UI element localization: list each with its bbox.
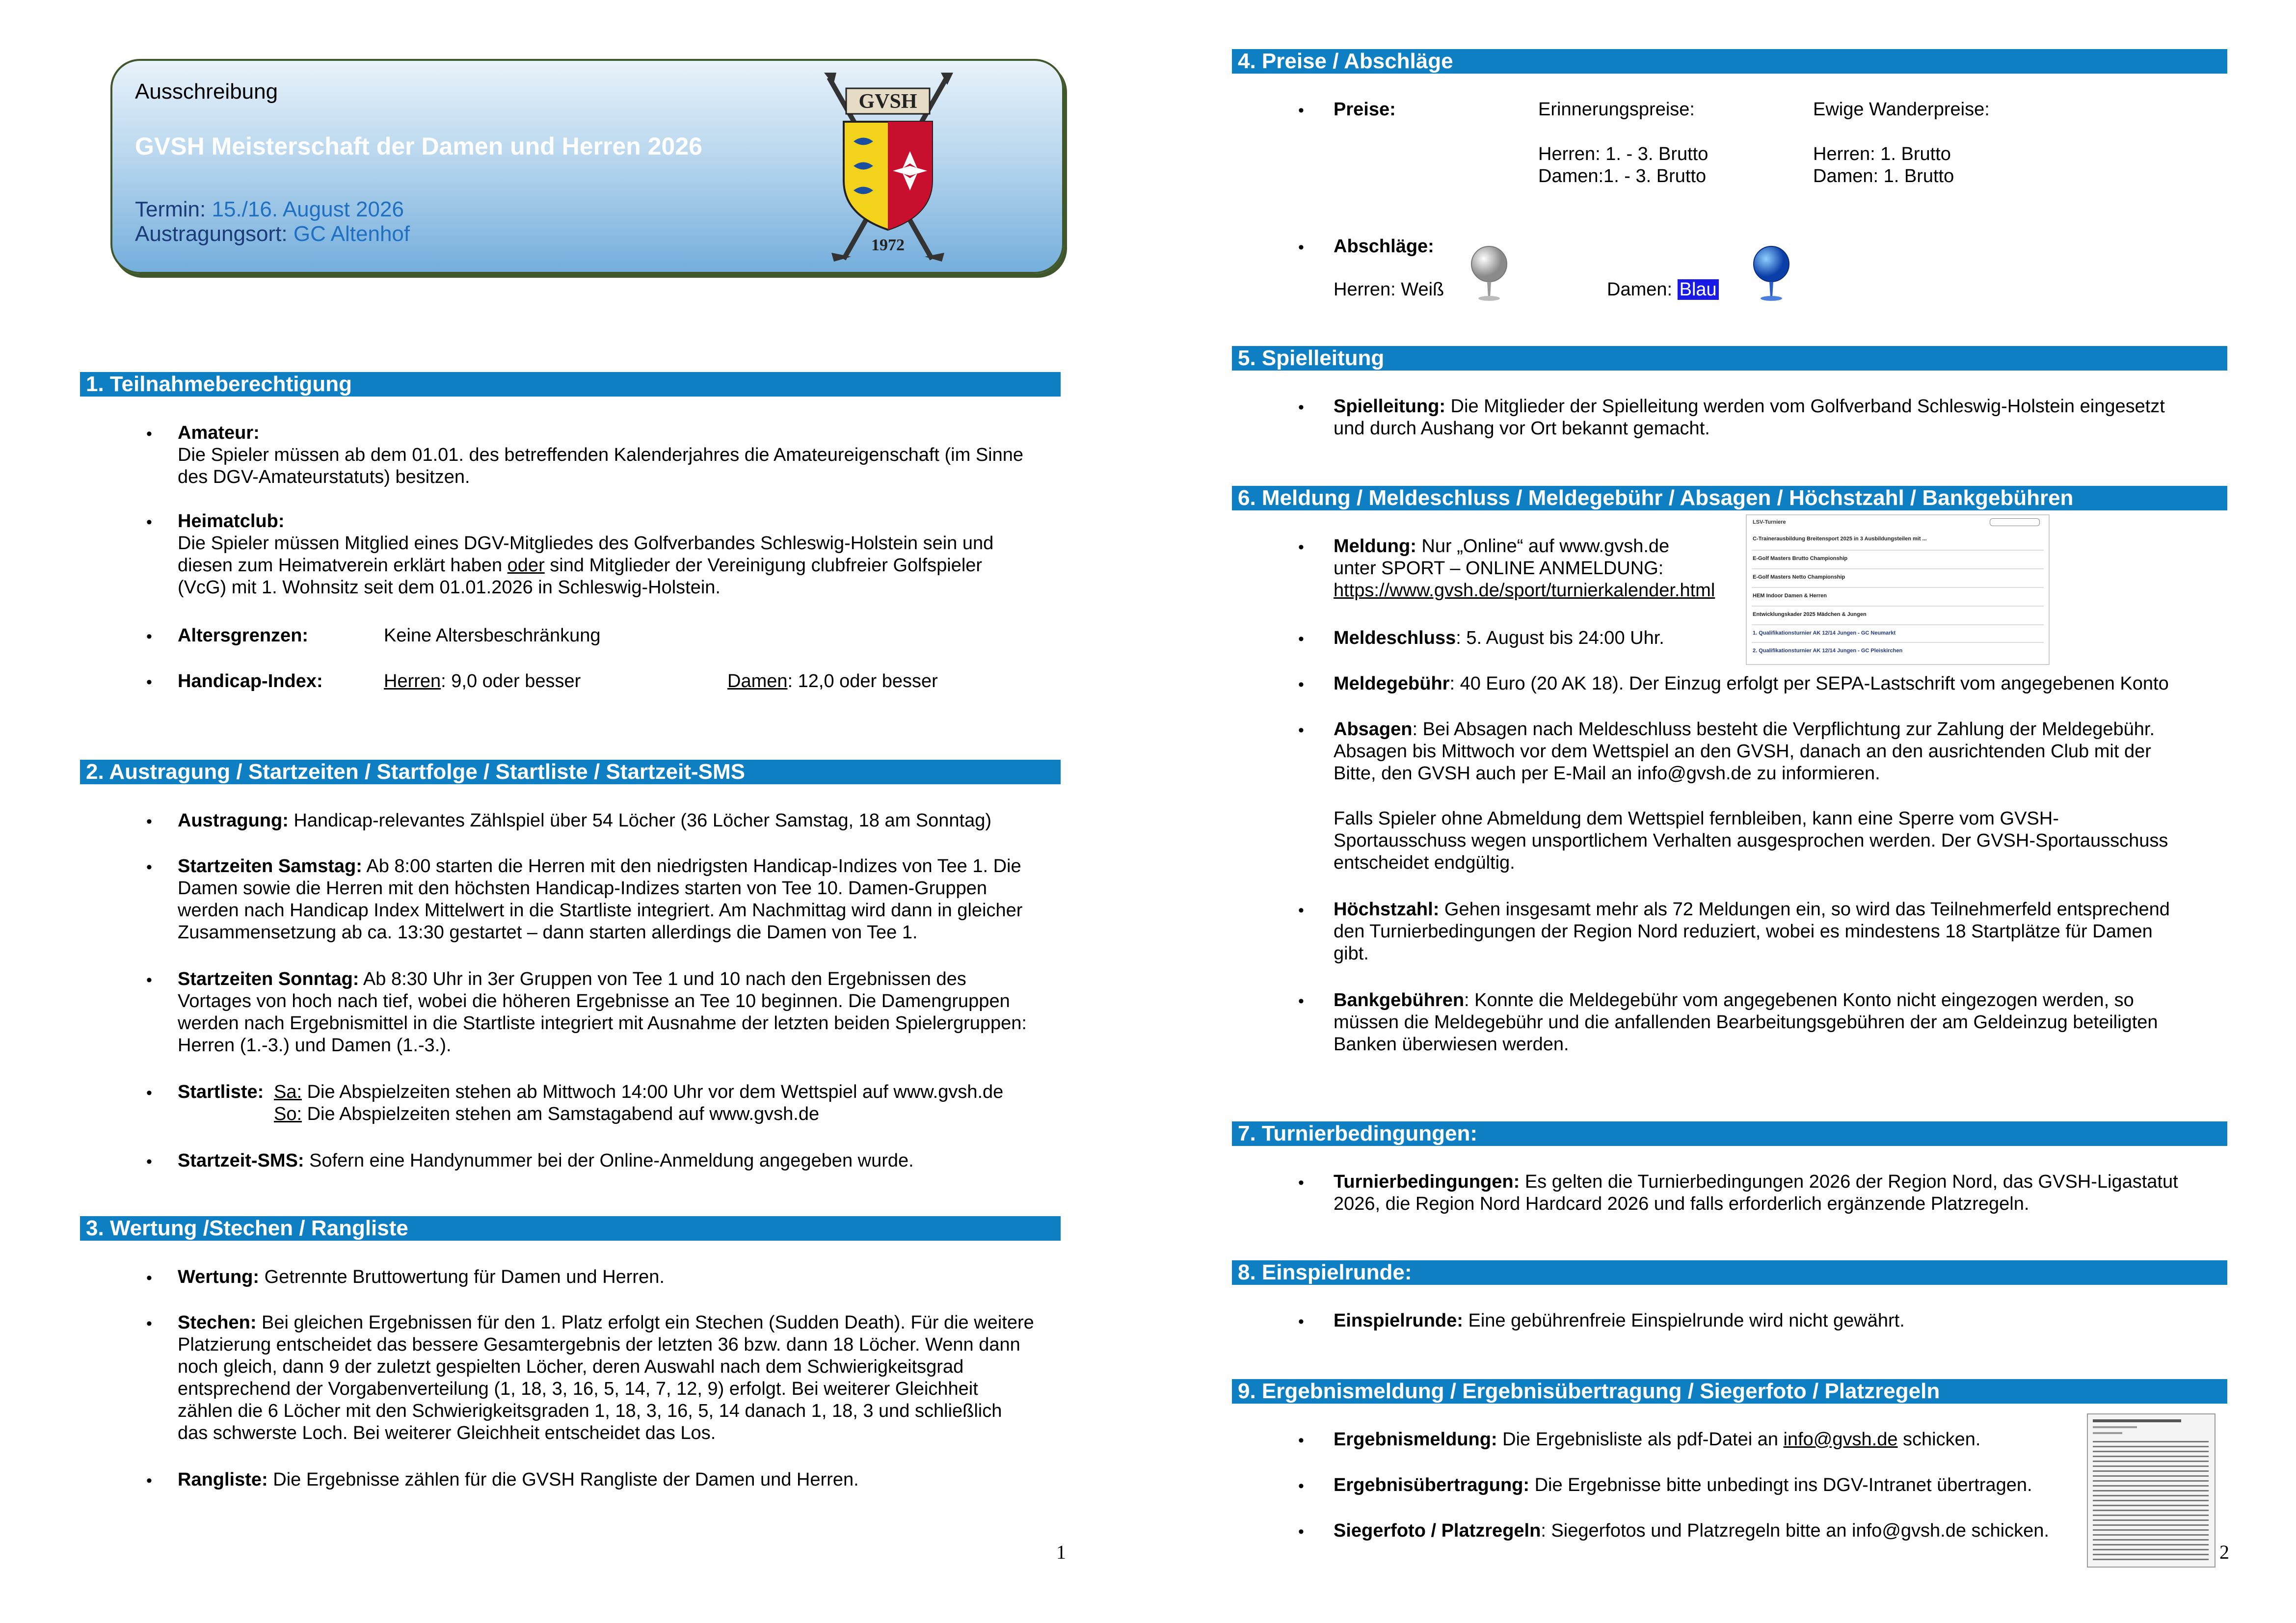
meldeschluss-text: : 5. August bis 24:00 Uhr. — [1456, 628, 1664, 648]
section-5-header: 5. Spielleitung — [1232, 346, 2227, 371]
alter-label: Altersgrenzen: — [178, 625, 309, 646]
bullet-dot: • — [146, 812, 152, 831]
thumb-table — [2093, 1441, 2209, 1561]
page-number-1: 1 — [1056, 1541, 1066, 1563]
wanderpreise-damen: Damen: 1. Brutto — [1813, 166, 1954, 186]
thumb-item: E-Golf Masters Netto Championship — [1753, 574, 1845, 580]
thumb-divider — [1752, 606, 2044, 607]
wanderpreise-herren: Herren: 1. Brutto — [1813, 144, 1951, 164]
thumb-item: 2. Qualifikationsturnier AK 12/14 Jungen - GC Pleiskirchen — [1753, 648, 1903, 654]
absagen-line-1 — [1334, 718, 2155, 741]
section-1-header: 1. Teilnahmeberechtigung — [80, 372, 1061, 397]
absagen-line-4: Falls Spieler ohne Abmeldung dem Wettspiel fernbleiben, kann eine Sperre vom GVSH- — [1334, 808, 2059, 829]
heimat-text-c: sind Mitglieder der Vereinigung clubfreier Golfspieler — [544, 555, 983, 576]
thumb-divider — [1752, 550, 2044, 551]
hoechstzahl-text-1: Gehen insgesamt mehr als 72 Meldungen ein, so wird das Teilnehmerfeld entsprechend — [1439, 899, 2170, 920]
meldung-text-1: Nur „Online“ auf www.gvsh.de — [1416, 536, 1670, 557]
bullet-dot: • — [1298, 101, 1304, 120]
bullet-dot: • — [146, 1314, 152, 1333]
page-title: GVSH Meisterschaft der Damen und Herren 2026 — [135, 133, 702, 160]
rangliste-text: Die Ergebnisse zählen für die GVSH Rangliste der Damen und Herren. — [267, 1469, 859, 1490]
meldeschluss-line — [1334, 627, 1664, 649]
bullet-dot: • — [146, 673, 152, 692]
thumb-item: C-Trainerausbildung Breitensport 2025 in 3 Ausbildungsteilen mit ... — [1753, 536, 1927, 542]
ergebnisuebertragung-line — [1334, 1474, 2032, 1496]
samstag-label: Startzeiten Samstag: — [178, 856, 362, 877]
siegerfoto-line — [1334, 1520, 2049, 1542]
termin-value: 15./16. August 2026 — [212, 197, 404, 221]
bullet-dot: • — [146, 627, 152, 646]
section-2-header: 2. Austragung / Startzeiten / Startfolge / Startliste / Startzeit-SMS — [80, 760, 1061, 784]
section-6-header: 6. Meldung / Meldeschluss / Meldegebühr / Absagen / Höchstzahl / Bankgebühren — [1232, 486, 2227, 510]
bullet-dot: • — [146, 1269, 152, 1287]
samstag-line-4: Zusammensetzung ab ca. 13:30 gestartet – dann starten allerdings die Damen von Tee 1. — [178, 922, 918, 943]
samstag-line-1 — [178, 855, 1021, 878]
thumb-heading: LSV-Turniere — [1753, 519, 1786, 525]
ergebnismeldung-label: Ergebnismeldung: — [1334, 1429, 1497, 1450]
herren-tee: Herren: Weiß — [1334, 279, 1444, 300]
section-8-header: 8. Einspielrunde: — [1232, 1260, 2227, 1285]
amateur-line-2: des DGV-Amateurstatuts) besitzen. — [178, 467, 470, 487]
thumb-line — [2093, 1432, 2122, 1434]
rangliste-line — [178, 1469, 859, 1491]
meldegebuehr-label: Meldegebühr — [1334, 673, 1450, 694]
hcp-herren — [384, 670, 581, 692]
stechen-text-1: Bei gleichen Ergebnissen für den 1. Platz erfolgt ein Stechen (Sudden Death). Für die weitere — [256, 1312, 1034, 1333]
erinnerungspreise-head: Erinnerungspreise: — [1538, 99, 1695, 120]
bankgebuehren-line-1 — [1334, 989, 2134, 1011]
stechen-line-4: entsprechend der Vorgabenverteilung (1, 18, 3, 16, 5, 14, 7, 12, 9) erfolgt. Bei weiterer Gleichheit — [178, 1379, 978, 1399]
samstag-line-2: Damen sowie die Herren mit den höchsten Handicap-Indizes starten von Tee 10. Damen-Gruppen — [178, 878, 987, 899]
bankgebuehren-text-1: : Konnte die Meldegebühr vom angegebenen Konto nicht eingezogen werden, so — [1464, 990, 2134, 1011]
thumb-item: 1. Qualifikationsturnier AK 12/14 Jungen - GC Neumarkt — [1753, 630, 1896, 636]
stechen-line-6: das schwerste Loch. Bei weiterer Gleichheit entscheidet das Los. — [178, 1423, 716, 1443]
meldeschluss-label: Meldeschluss — [1334, 628, 1456, 648]
wertung-line — [178, 1266, 665, 1288]
bullet-dot: • — [146, 513, 152, 532]
page-2 — [1148, 0, 2296, 1623]
samstag-line-3: werden nach Handicap Index Mittelwert in die Startliste integriert. Am Nachmittag wird dann in gleicher — [178, 900, 1023, 921]
absagen-line-5: Sportausschuss wegen unsportlichem Verhalten ausgesprochen werden. Der GVSH-Sportausschuss — [1334, 830, 2168, 851]
thumb-item: Entwicklungskader 2025 Mädchen & Jungen — [1753, 612, 1867, 617]
einspielrunde-text: Eine gebührenfreie Einspielrunde wird nicht gewährt. — [1463, 1310, 1905, 1331]
preise-label: Preise: — [1334, 99, 1396, 120]
meldung-line-1 — [1334, 535, 1669, 558]
white-tee-icon — [1469, 244, 1509, 303]
bullet-dot: • — [1298, 1173, 1304, 1192]
section-3-header: 3. Wertung /Stechen / Rangliste — [80, 1216, 1061, 1241]
meldung-line-2: unter SPORT – ONLINE ANMELDUNG: — [1334, 558, 1664, 579]
sonntag-line-2: Vortages von hoch nach tief, wobei die höheren Ergebnisse an Tee 10 beginnen. Die Damengruppen — [178, 991, 1010, 1011]
bullet-dot: • — [146, 858, 152, 877]
bullet-dot: • — [1298, 1522, 1304, 1541]
blue-tee-icon — [1752, 244, 1791, 303]
thumb-divider — [1752, 568, 2044, 569]
startliste-so-text: Die Abspielzeiten stehen am Samstagabend auf www.gvsh.de — [302, 1104, 820, 1124]
bullet-dot: • — [1298, 238, 1304, 257]
header-kicker: Ausschreibung — [135, 80, 278, 104]
sms-text: Sofern eine Handynummer bei der Online-Anmeldung angegeben wurde. — [304, 1150, 914, 1171]
page-number-2: 2 — [2219, 1541, 2229, 1563]
hcp-damen-value: : 12,0 oder besser — [787, 671, 938, 692]
thumb-item: E-Golf Masters Brutto Championship — [1753, 556, 1848, 561]
header-termin — [135, 198, 404, 220]
hoechstzahl-line-2: den Turnierbedingungen der Region Nord reduziert, wobei es mindestens 18 Startplätze für Damen — [1334, 921, 2153, 942]
hcp-damen-label: Damen — [727, 671, 788, 692]
ergebnismeldung-line — [1334, 1429, 1980, 1451]
ergebnisuebertragung-label: Ergebnisübertragung: — [1334, 1475, 1530, 1495]
erinnerungspreise-damen: Damen:1. - 3. Brutto — [1538, 166, 1707, 186]
thumb-line — [2093, 1426, 2137, 1428]
section-7-header: 7. Turnierbedingungen: — [1232, 1121, 2227, 1146]
heimat-line-2 — [178, 555, 982, 577]
bullet-dot: • — [146, 1471, 152, 1490]
damen-tee — [1607, 279, 1719, 301]
abschlaege-label: Abschläge: — [1334, 236, 1434, 257]
sonntag-label: Startzeiten Sonntag: — [178, 969, 359, 989]
meldung-label: Meldung: — [1334, 536, 1416, 557]
alter-value: Keine Altersbeschränkung — [384, 625, 601, 646]
austragung-line — [178, 810, 991, 832]
bankgebuehren-label: Bankgebühren — [1334, 990, 1465, 1011]
thumb-divider — [1752, 624, 2044, 625]
wertung-text: Getrennte Bruttowertung für Damen und Herren. — [259, 1267, 665, 1287]
heimat-label: Heimatclub: — [178, 511, 285, 532]
austragung-text: Handicap-relevantes Zählspiel über 54 Löcher (36 Löcher Samstag, 18 am Sonntag) — [288, 810, 992, 831]
thumb-button — [1990, 518, 2040, 526]
stechen-label: Stechen: — [178, 1312, 257, 1333]
sonntag-line-1 — [178, 968, 966, 990]
bullet-dot: • — [146, 1084, 152, 1102]
turniere-screenshot-thumbnail — [1746, 514, 2050, 665]
bullet-dot: • — [146, 1152, 152, 1171]
bullet-dot: • — [146, 971, 152, 989]
heimat-oder: oder — [507, 555, 545, 576]
rangliste-label: Rangliste: — [178, 1469, 268, 1490]
sms-line — [178, 1150, 914, 1172]
stechen-line-3: noch gleich, dann 9 der zuletzt gespielten Löcher, deren Auswahl nach dem Schwierigkeitsgrad — [178, 1357, 964, 1377]
startliste-so: So: — [274, 1104, 302, 1124]
hcp-damen — [727, 670, 938, 692]
heimat-line-1: Die Spieler müssen Mitglied eines DGV-Mitgliedes des Golfverbandes Schleswig-Holstein sein und — [178, 533, 994, 554]
startliste-so-line — [274, 1103, 819, 1125]
thumb-divider — [1752, 642, 2044, 643]
header-ort — [135, 223, 410, 245]
austragung-label: Austragung: — [178, 810, 289, 831]
bullet-dot: • — [1298, 721, 1304, 740]
header-card — [110, 59, 1064, 274]
bullet-dot: • — [1298, 901, 1304, 920]
hoechstzahl-label: Höchstzahl: — [1334, 899, 1440, 920]
logo-year: 1972 — [871, 236, 905, 254]
thumb-line — [2093, 1419, 2181, 1422]
ergebnismeldung-text-1: Die Ergebnisliste als pdf-Datei an — [1497, 1429, 1784, 1450]
ergebnisliste-thumbnail — [2087, 1413, 2216, 1568]
bullet-dot: • — [1298, 1312, 1304, 1331]
startliste-sa-text: Die Abspielzeiten stehen ab Mittwoch 14:00 Uhr vor dem Wettspiel auf www.gvsh.de — [302, 1082, 1004, 1102]
absagen-label: Absagen — [1334, 719, 1413, 740]
turnierbedingungen-text-1: Es gelten die Turnierbedingungen 2026 der Region Nord, das GVSH-Ligastatut — [1520, 1171, 2178, 1192]
spielleitung-text-1: Die Mitglieder der Spielleitung werden vom Golfverband Schleswig-Holstein eingesetzt — [1445, 396, 2165, 417]
termin-label: Termin: — [135, 197, 212, 221]
bullet-dot: • — [1298, 398, 1304, 417]
turnierbedingungen-label: Turnierbedingungen: — [1334, 1171, 1520, 1192]
thumb-item: HEM Indoor Damen & Herren — [1753, 593, 1827, 599]
stechen-line-2: Platzierung entscheidet das bessere Gesamtergebnis der letzten 36 bzw. dann 18 Löcher. Wenn dann — [178, 1334, 1020, 1355]
turnierbedingungen-line-1 — [1334, 1171, 2178, 1193]
stechen-line-1 — [178, 1312, 1034, 1334]
sonntag-text-1: Ab 8:30 Uhr in 3er Gruppen von Tee 1 und 10 nach den Ergebnissen des — [359, 969, 966, 989]
absagen-line-3: Bitte, den GVSH auch per E-Mail an info@gvsh.de zu informieren. — [1334, 763, 1880, 784]
hcp-label: Handicap-Index: — [178, 671, 323, 692]
heimat-text-a: diesen zum Heimatverein erklärt haben — [178, 555, 507, 576]
section-4-header: 4. Preise / Abschläge — [1232, 49, 2227, 74]
bullet-dot: • — [1298, 1477, 1304, 1495]
meldegebuehr-text: : 40 Euro (20 AK 18). Der Einzug erfolgt per SEPA-Lastschrift vom angegebenen Konto — [1449, 673, 2169, 694]
sonntag-line-3: werden nach Ergebnismittel in die Startliste integriert mit Ausnahme der letzten beiden Spielergruppen: — [178, 1013, 1027, 1034]
meldegebuehr-line — [1334, 673, 2169, 695]
bullet-dot: • — [1298, 538, 1304, 557]
hoechstzahl-line-1 — [1334, 899, 2170, 921]
hcp-herren-value: : 9,0 oder besser — [441, 671, 581, 692]
amateur-line-1: Die Spieler müssen ab dem 01.01. des betreffenden Kalenderjahres die Amateureigenschaft (im Sinne — [178, 445, 1024, 465]
wanderpreise-head: Ewige Wanderpreise: — [1813, 99, 1990, 120]
hoechstzahl-line-3: gibt. — [1334, 943, 1369, 964]
ergebnismeldung-text-2: schicken. — [1897, 1429, 1981, 1450]
heimat-line-3: (VcG) mit 1. Wohnsitz seit dem 01.01.2026 in Schleswig-Holstein. — [178, 577, 721, 598]
sms-label: Startzeit-SMS: — [178, 1150, 304, 1171]
damen-tee-value: Blau — [1678, 279, 1719, 300]
sonntag-line-4: Herren (1.-3.) und Damen (1.-3.). — [178, 1035, 452, 1056]
bullet-dot: • — [1298, 1431, 1304, 1450]
thumb-divider — [1752, 587, 2044, 588]
spielleitung-line-2: und durch Aushang vor Ort bekannt gemacht. — [1334, 418, 1710, 439]
startliste-sa: Sa: — [274, 1082, 302, 1102]
ergebnisuebertragung-text: Die Ergebnisse bitte unbedingt ins DGV-Intranet übertragen. — [1529, 1475, 2032, 1495]
section-9-header: 9. Ergebnismeldung / Ergebnisübertragung / Siegerfoto / Platzregeln — [1232, 1379, 2227, 1404]
startliste-sa-line — [274, 1081, 1003, 1103]
ort-value: GC Altenhof — [293, 222, 410, 246]
amateur-label: Amateur: — [178, 423, 260, 443]
turnierbedingungen-line-2: 2026, die Region Nord Hardcard 2026 und falls erforderlich ergänzende Platzregeln. — [1334, 1194, 2029, 1214]
bullet-dot: • — [1298, 630, 1304, 648]
erinnerungspreise-herren: Herren: 1. - 3. Brutto — [1538, 144, 1709, 164]
gvsh-logo — [809, 68, 966, 264]
stechen-line-5: zählen die 6 Löcher mit den Schwierigkeitsgraden 1, 18, 3, 16, 5, 14 danach 1, 18, 3 und schließlich — [178, 1401, 1002, 1421]
bullet-dot: • — [1298, 675, 1304, 694]
absagen-line-2: Absagen bis Mittwoch vor dem Wettspiel an den GVSH, danach an den ausrichtenden Club mit der — [1334, 741, 2151, 762]
siegerfoto-label: Siegerfoto / Platzregeln — [1334, 1520, 1541, 1541]
wertung-label: Wertung: — [178, 1267, 260, 1287]
siegerfoto-text: : Siegerfotos und Platzregeln bitte an info@gvsh.de schicken. — [1541, 1520, 2049, 1541]
ergebnismeldung-email-link[interactable]: info@gvsh.de — [1783, 1429, 1898, 1450]
bullet-dot: • — [1298, 992, 1304, 1011]
spielleitung-label: Spielleitung: — [1334, 396, 1445, 417]
bankgebuehren-line-2: müssen die Meldegebühr und die anfallenden Bearbeitungsgebühren der am Geldeinzug beteiligten — [1334, 1012, 2158, 1033]
turnierkalender-link[interactable]: https://www.gvsh.de/sport/turnierkalender.html — [1334, 580, 1715, 601]
startliste-label: Startliste: — [178, 1082, 264, 1102]
damen-tee-label: Damen: — [1607, 279, 1678, 300]
bullet-dot: • — [146, 425, 152, 443]
spielleitung-line-1 — [1334, 396, 2165, 418]
absagen-text-1: : Bei Absagen nach Meldeschluss besteht die Verpflichtung zur Zahlung der Meldegebühr. — [1412, 719, 2155, 740]
einspielrunde-label: Einspielrunde: — [1334, 1310, 1463, 1331]
hcp-herren-label: Herren — [384, 671, 441, 692]
ort-label: Austragungsort: — [135, 222, 294, 246]
bankgebuehren-line-3: Banken überwiesen werden. — [1334, 1034, 1569, 1055]
absagen-line-6: entscheidet endgültig. — [1334, 852, 1515, 873]
logo-text: GVSH — [858, 90, 917, 113]
samstag-text-1: Ab 8:00 starten die Herren mit den niedrigsten Handicap-Indizes von Tee 1. Die — [362, 856, 1021, 877]
einspielrunde-line — [1334, 1310, 1905, 1332]
